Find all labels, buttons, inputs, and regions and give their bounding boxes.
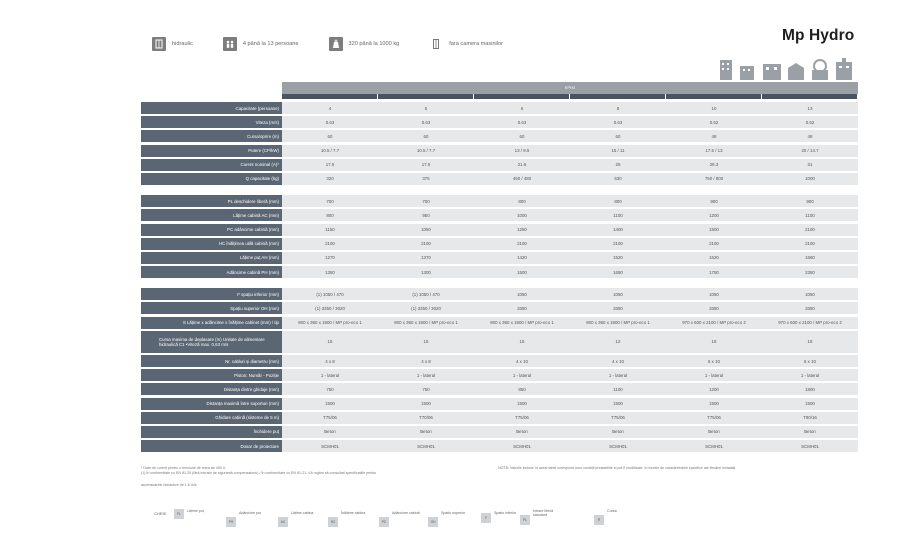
table-row <box>141 252 858 264</box>
table-row <box>141 383 858 395</box>
weight-icon <box>329 37 343 51</box>
row-label: PC adâncime cabină (mm) <box>141 224 282 236</box>
table-cell: 1500 <box>421 401 431 407</box>
table-row <box>141 302 858 314</box>
legend-code: HC <box>328 517 338 527</box>
table-cell: 1050 <box>709 291 719 297</box>
legend <box>154 507 624 531</box>
row-label: Adâncime cabină PH (mm) <box>141 266 282 278</box>
table-cell: 800 x 360 x 1900 / MP pro-eco 1 <box>490 320 554 326</box>
legend-item <box>520 509 563 525</box>
feature-label: 320 până la 1000 kg <box>348 41 400 47</box>
legend-item <box>379 511 420 527</box>
table-cell: 4 x 8 <box>325 358 335 364</box>
table-cell: T75/06 <box>611 415 625 421</box>
table-cell: 2100 <box>805 227 815 232</box>
row-label: HC înălțimea utilă cabină (mm) <box>141 238 282 250</box>
table-cell: 1200 <box>709 212 719 218</box>
building-types-icon <box>718 58 858 80</box>
table-cell: T90/16 <box>803 415 817 421</box>
row-label: Cursa maxima de deplasare (m) Unitate de alimentare hidraulică C1 •Vitezã max. 0,63 m/s <box>141 331 282 353</box>
legend-item <box>226 511 261 527</box>
table-cell: 60 <box>519 133 525 139</box>
table-cell: 1 - lateral <box>416 372 436 378</box>
table-cell: 1050 <box>613 291 623 297</box>
legend-label: Spațiu inferior <box>494 511 517 515</box>
table-cell: 1000 <box>517 212 527 218</box>
table-cell: 0.63 <box>517 119 527 125</box>
table-cell: 1500 <box>709 401 719 407</box>
row-label: Q capacitate (kg) <box>141 173 282 185</box>
table-row <box>141 440 858 452</box>
table-cell: 1520 <box>613 255 623 261</box>
table-cell: 700 <box>422 198 430 204</box>
row-label: Putere (CP/kW) <box>141 145 282 157</box>
row-label: Dosar de proiectare <box>141 440 282 452</box>
legend-label: Adâncime puț <box>239 511 261 515</box>
table-cell: 1 - lateral <box>512 372 532 378</box>
table-row <box>141 426 858 438</box>
table-cell: (1) 3350 / 3020 <box>411 305 441 311</box>
table-cell: 12 <box>615 339 621 345</box>
table-cell: 2100 <box>805 241 815 247</box>
table-cell: 6 x 10 <box>804 358 816 364</box>
table-cell: SCMH01 <box>609 443 627 449</box>
legend-code: PH <box>226 517 236 527</box>
table-cell: 450 / 480 <box>512 176 532 182</box>
table-cell: 1620 <box>709 255 719 261</box>
table-cell: 970 x 600 x 2100 / MP pro-eco 2 <box>778 320 842 326</box>
table-cell: 2100 <box>325 241 335 247</box>
table-cell: 1100 <box>613 386 623 392</box>
legend-code: PL <box>520 515 530 525</box>
table-cell: 6 <box>520 105 524 111</box>
table-cell: 48 <box>807 133 813 139</box>
row-label: PL deschidere liberă (mm) <box>141 195 282 207</box>
table-cell: 10.5 / 7.7 <box>416 148 436 154</box>
column-header-bars <box>282 94 858 99</box>
table-cell: 3350 <box>517 305 527 311</box>
row-label: Lățime puț AH (mm) <box>141 252 282 264</box>
table-cell: 4 x 8 <box>421 358 431 364</box>
table-cell: 10 <box>711 105 717 111</box>
persons-icon <box>223 37 237 51</box>
table-cell: 1 - lateral <box>704 372 724 378</box>
table-cell: 900 <box>710 198 718 204</box>
table-cell: 25 <box>615 162 621 168</box>
table-cell: 13 / 9.5 <box>514 148 530 154</box>
table-cell: 1420 <box>517 255 527 261</box>
table-cell: 800 x 360 x 1900 / MP pro-eco 1 <box>394 320 458 326</box>
table-cell: 1 - lateral <box>608 372 628 378</box>
legend-label: Intrare liberă standard <box>533 509 554 517</box>
table-row <box>141 398 858 410</box>
spec-group-capacity <box>141 102 858 185</box>
table-cell: 48 <box>711 133 717 139</box>
table-cell: 800 x 360 x 1900 / MP pro-eco 1 <box>586 320 650 326</box>
table-cell: 750 <box>422 386 430 392</box>
table-cell: 1100 <box>805 212 815 218</box>
table-cell: 1 - lateral <box>320 372 340 378</box>
table-cell: 17.5 <box>421 162 431 168</box>
table-cell: T75/06 <box>515 415 529 421</box>
footnote: * Date de curent pentru o tensiune de rețea de 400 V. <box>141 466 226 470</box>
table-cell: T70/06 <box>419 415 433 421</box>
legend-item <box>328 511 365 527</box>
legend-title: CHEIE: <box>154 511 168 516</box>
elevator-icon <box>152 37 166 51</box>
table-cell: 2100 <box>421 241 431 247</box>
footnote-note: NOTĂ: Valorile incluse în acest tabel corespund unor condiții prestabilite și pot fi modificate, în funcție de caracteristicile specifice ale fiecărei instalații. <box>498 466 737 470</box>
table-cell: 750 <box>326 386 334 392</box>
table-row <box>141 369 858 381</box>
table-cell: T75/06 <box>707 415 721 421</box>
table-cell: 800 <box>614 198 622 204</box>
table-cell: 17.5 / 13 <box>705 148 723 154</box>
legend-item <box>174 509 204 519</box>
table-cell: 20 / 14.7 <box>801 148 819 154</box>
table-cell: 1000 <box>805 176 815 182</box>
table-row <box>141 355 858 367</box>
table-row <box>141 116 858 128</box>
legend-label: Înălțime cabina <box>341 511 366 515</box>
table-cell: 1500 <box>517 269 527 275</box>
table-cell: 3350 <box>613 305 623 311</box>
legend-label: Lățime puț <box>187 509 204 513</box>
table-cell: 8 <box>616 105 620 111</box>
feature-persons <box>223 37 299 51</box>
table-cell: 1370 <box>421 255 431 261</box>
table-cell: Beton <box>612 429 624 435</box>
feature-machine-room <box>429 37 503 51</box>
table-cell: SCMH01 <box>417 443 435 449</box>
table-cell: 15 <box>519 339 525 345</box>
feature-hydraulic <box>152 37 193 51</box>
table-cell: (1) 1050 / 470 <box>316 291 344 297</box>
table-cell: 1500 <box>709 227 719 232</box>
table-cell: 630 <box>614 176 622 182</box>
table-cell: 1350 <box>325 269 335 275</box>
row-label: Lățime cabină AC (mm) <box>141 209 282 221</box>
table-cell: 750 / 800 <box>704 176 724 182</box>
table-cell: SCMH01 <box>321 443 339 449</box>
table-cell: 0.63 <box>421 119 431 125</box>
table-cell: 950 <box>422 212 430 218</box>
table-cell: Beton <box>420 429 432 435</box>
table-cell: 1270 <box>325 255 335 261</box>
table-cell: 800 x 360 x 1900 / MP pro-eco 1 <box>298 320 362 326</box>
legend-item <box>594 509 617 525</box>
legend-code: AC <box>278 517 288 527</box>
column-header <box>570 94 666 99</box>
table-row <box>141 331 858 353</box>
legend-label: Adâncime cabină <box>392 511 420 515</box>
table-cell: 1050 <box>805 291 815 297</box>
row-label: S Lățime x adâncime x înălțime cabinet (mm) / tip <box>141 317 282 329</box>
table-cell: 1150 <box>325 227 335 232</box>
table-cell: 0.52 <box>709 119 719 125</box>
row-label: Curent nominal (A)* <box>141 159 282 171</box>
legend-item <box>428 511 465 527</box>
table-cell: 800 <box>518 198 526 204</box>
table-row <box>141 266 858 278</box>
table-cell: SCMH01 <box>705 443 723 449</box>
table-cell: 1300 <box>421 269 431 275</box>
table-cell: Beton <box>708 429 720 435</box>
table-cell: 4 x 10 <box>516 358 528 364</box>
table-cell: 1750 <box>709 269 719 275</box>
table-cell: 1500 <box>805 401 815 407</box>
machine-room-icon <box>429 37 443 51</box>
table-cell: 1050 <box>517 291 527 297</box>
column-header <box>666 94 762 99</box>
table-cell: 1650 <box>613 269 623 275</box>
legend-code: F <box>481 513 491 523</box>
table-cell: Beton <box>324 429 336 435</box>
table-cell: 1 - lateral <box>800 372 820 378</box>
table-cell: 13 <box>807 105 813 111</box>
table-cell: 6 x 10 <box>708 358 720 364</box>
row-label: Închidere puț <box>141 426 282 438</box>
legend-code: R <box>594 515 604 525</box>
column-header <box>474 94 570 99</box>
row-label: Piston: Număr - Poziție <box>141 369 282 381</box>
table-cell: 1660 <box>805 255 815 261</box>
feature-label: fara camera masinilor <box>449 41 504 47</box>
table-cell: 60 <box>615 133 621 139</box>
table-cell: 1800 <box>805 386 815 392</box>
table-cell: 1100 <box>613 212 623 218</box>
row-label: Spațiu superior OH (mm) <box>141 302 282 314</box>
legend-code: PL <box>174 509 184 519</box>
table-header-label: EPH3 <box>564 85 576 90</box>
table-row <box>141 238 858 250</box>
table-cell: 31 <box>807 162 813 168</box>
table-cell: 800 <box>326 212 334 218</box>
table-cell: SCMH01 <box>801 443 819 449</box>
table-cell: 3350 <box>805 305 815 311</box>
legend-item <box>278 511 313 527</box>
legend-item <box>481 511 516 523</box>
table-row <box>141 209 858 221</box>
table-row <box>141 317 858 329</box>
table-cell: 15 / 11 <box>611 148 625 154</box>
row-label: Distanța dintre ghidaje (mm) <box>141 383 282 395</box>
footnotes <box>141 466 376 476</box>
table-row <box>141 159 858 171</box>
row-label: Capacitate (persoane) <box>141 102 282 114</box>
table-cell: Beton <box>804 429 816 435</box>
feature-strip <box>152 36 533 52</box>
row-label: Cursa/oprire (m) <box>141 130 282 142</box>
table-cell: 2350 <box>805 269 815 275</box>
column-header <box>282 94 378 99</box>
table-cell: (1) 3350 / 3020 <box>315 305 345 311</box>
table-cell: 2100 <box>613 241 623 247</box>
table-cell: 15 <box>327 339 333 345</box>
table-cell: 1500 <box>517 401 527 407</box>
table-cell: 28.3 <box>709 162 719 168</box>
table-cell: 375 <box>422 176 430 182</box>
table-cell: 2100 <box>517 241 527 247</box>
table-cell: 4 x 10 <box>612 358 624 364</box>
table-cell: 10.5 / 7.7 <box>320 148 340 154</box>
table-cell: 60 <box>423 133 429 139</box>
table-cell: 0.52 <box>805 119 815 125</box>
table-cell: (1) 1050 / 470 <box>412 291 440 297</box>
column-header <box>762 94 858 99</box>
legend-code: PC <box>379 517 389 527</box>
table-cell: 320 <box>326 176 334 182</box>
table-row <box>141 412 858 424</box>
table-cell: 1500 <box>613 401 623 407</box>
feature-label: hidraulic <box>172 41 193 47</box>
table-cell: 1500 <box>325 401 335 407</box>
table-cell: 1400 <box>613 227 623 232</box>
spec-group-dimensions <box>141 195 858 278</box>
table-row <box>141 224 858 236</box>
feature-weight <box>329 37 400 51</box>
row-label: Nr. cabluri și diametru (mm) <box>141 355 282 367</box>
table-cell: 21.6 <box>517 162 527 168</box>
footnote: (1) În conformitate cu EN 81-20 (fără intrusiv de siguranță compensatoriu) / În conformitate cu EN 81-21: Vă rugăm să consultați specificațiile pentru <box>141 471 377 475</box>
row-label: Viteza (m/s) <box>141 116 282 128</box>
table-cell: 1050 <box>421 227 431 232</box>
table-cell: T75/06 <box>323 415 337 421</box>
table-cell: 700 <box>326 198 334 204</box>
footnote: ascensoarele hidraulice de 1,6 m/s <box>141 483 197 487</box>
table-cell: 4 <box>328 105 332 111</box>
legend-label: Spațiu superior <box>441 511 466 515</box>
table-cell: 900 <box>806 198 814 204</box>
spec-group-installation <box>141 288 858 452</box>
row-label: Distanța maximă între suporturi (mm) <box>141 398 282 410</box>
brand-logo: Mp Hydro <box>782 27 855 44</box>
row-label: F spațiu inferior (mm) <box>141 288 282 300</box>
table-row <box>141 288 858 300</box>
table-cell: 60 <box>327 133 333 139</box>
table-row <box>141 195 858 207</box>
table-row <box>141 102 858 114</box>
table-cell: 18 <box>711 339 717 345</box>
table-cell: 18 <box>807 339 813 345</box>
legend-label: Cursa <box>607 509 617 513</box>
table-cell: SCMH01 <box>513 443 531 449</box>
row-label: Ghidare cabină (sisteme de 5 m) <box>141 412 282 424</box>
table-row <box>141 130 858 142</box>
table-cell: Beton <box>516 429 528 435</box>
table-cell: 2100 <box>709 241 719 247</box>
legend-label: Lățime cabina <box>291 511 314 515</box>
table-cell: 0.63 <box>325 119 335 125</box>
table-cell: 850 <box>518 386 526 392</box>
column-header <box>378 94 474 99</box>
table-cell: 15 <box>423 339 429 345</box>
table-cell: 3350 <box>709 305 719 311</box>
table-row <box>141 173 858 185</box>
table-cell: 1250 <box>517 227 527 232</box>
table-header-bar <box>282 82 858 94</box>
spec-table <box>141 102 858 454</box>
table-row <box>141 145 858 157</box>
table-cell: 17.5 <box>325 162 335 168</box>
table-cell: 970 x 600 x 2100 / MP pro-eco 2 <box>682 320 746 326</box>
table-cell: 1200 <box>709 386 719 392</box>
feature-label: 4 până la 13 persoane <box>242 41 299 47</box>
legend-code: OH <box>428 517 438 527</box>
table-cell: 5 <box>424 105 428 111</box>
table-cell: 0.63 <box>613 119 623 125</box>
